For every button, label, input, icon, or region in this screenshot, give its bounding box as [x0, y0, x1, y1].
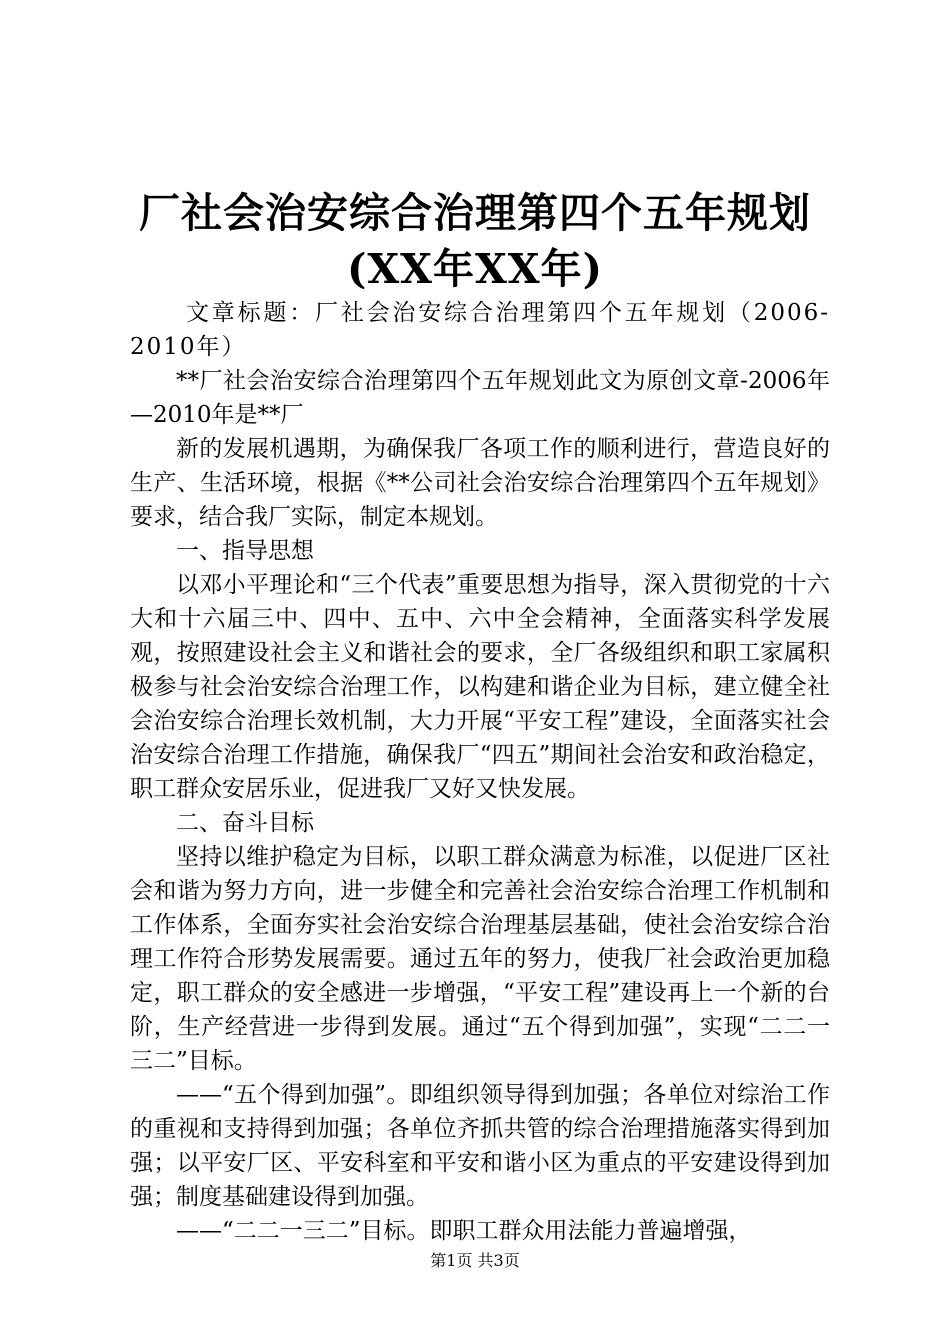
intro-paragraph-1: **厂社会治安综合治理第四个五年规划此文为原创文章-2006年—2010年是**厂: [130, 368, 830, 428]
section-body-guiding-ideology: 以邓小平理论和“三个代表”重要思想为指导，深入贯彻党的十六大和十六届三中、四中、五中、六中全会精神，全面落实科学发展观，按照建设社会主义和谐社会的要求，全厂各级组织和职工家属积极参与社会治安综合治理工作，以构建和谐企业为目标，建立健全社会治安综合治理长效机制，大力开展“平安工程”建设，全面落实社会治安综合治理工作措施，确保我厂“四五”期间社会治安和政治稳定，职工群众安居乐业，促进我厂又好又快发展。: [130, 572, 830, 802]
goal-point-target: ——“二二一三二”目标。即职工群众用法能力普遍增强，: [176, 1218, 752, 1244]
section-body-goals: 坚持以维护稳定为目标，以职工群众满意为标准，以促进厂区社会和谐为努力方向，进一步健全和完善社会治安综合治理工作机制和工作体系，全面夯实社会治安综合治理基层基础，使社会治安综合治理工作符合形势发展需要。通过五年的努力，使我厂社会政治更加稳定，职工群众的安全感进一步增强，“平安工程”建设再上一个新的台阶，生产经营进一步得到发展。通过“五个得到加强”，实现“二二一三二”目标。: [130, 844, 830, 1074]
intro-paragraph-2: 新的发展机遇期，为确保我厂各项工作的顺利进行，营造良好的生产、生活环境，根据《**公司社会治安综合治理第四个五年规划》要求，结合我厂实际，制定本规划。: [130, 436, 830, 530]
section-heading-guiding-ideology: 一、指导思想: [176, 538, 314, 564]
article-meta-line: 文章标题：厂社会治安综合治理第四个五年规划（2006-2010年）: [130, 300, 830, 360]
goal-point-five-strengthen: ——“五个得到加强”。即组织领导得到加强；各单位对综治工作的重视和支持得到加强；各单位齐抓共管的综合治理措施落实得到加强；以平安厂区、平安科室和平安和谐小区为重点的平安建设得到加强；制度基础建设得到加强。: [130, 1082, 830, 1210]
page-footer: 第1页 共3页: [430, 1251, 520, 1270]
document-title: 厂社会治安综合治理第四个五年规划(XX年XX年): [139, 189, 811, 294]
document-body: [130, 296, 830, 1248]
section-heading-goals: 二、奋斗目标: [176, 810, 314, 836]
